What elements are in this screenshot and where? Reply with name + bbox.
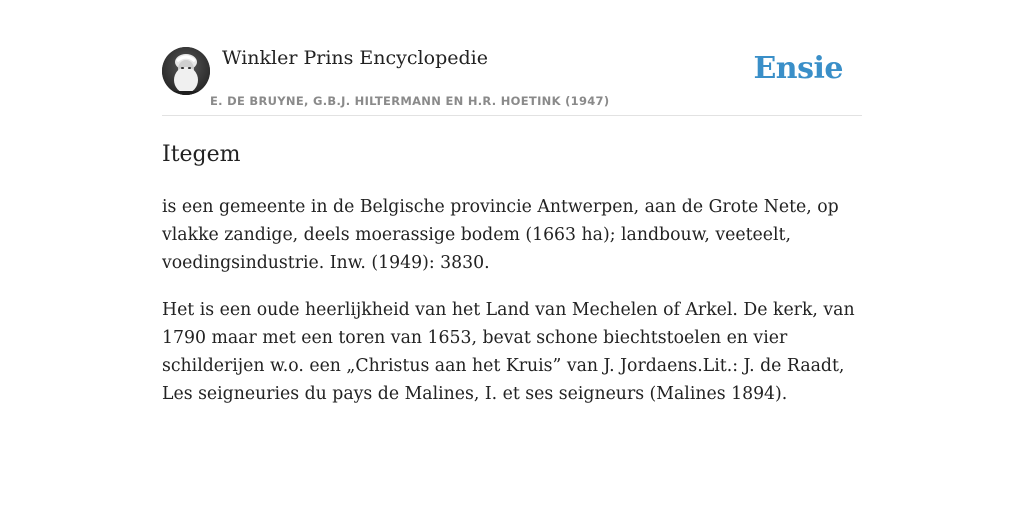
article-paragraph: Het is een oude heerlijkheid van het Land van Mechelen of Arkel. De kerk, van 1790 maar met een toren van 1653, bevat schone biechtstoelen en vier schilderijen w.o. een „Christus aan het Kruis” van J. Jordaens.Lit.: J. de Raadt, Les seigneuries du pays de Malines, I. et ses seigneurs (Malines 1894). bbox=[162, 300, 855, 404]
portrait-avatar-icon[interactable] bbox=[162, 47, 210, 95]
article-paragraph: is een gemeente in de Belgische provincie Antwerpen, aan de Grote Nete, op vlakke zandige, deels moerassige bodem (1663 ha); landbouw, veeteelt, voedingsindustrie. Inw. (1949): 3830. bbox=[162, 197, 839, 273]
article bbox=[162, 140, 862, 408]
page bbox=[162, 0, 862, 408]
site-title[interactable]: Winkler Prins Encyclopedie bbox=[222, 47, 488, 69]
ensie-logo-link[interactable]: Ensie bbox=[753, 51, 843, 86]
article-title: Itegem bbox=[162, 142, 241, 167]
header bbox=[162, 0, 862, 116]
authors-byline: E. DE BRUYNE, G.B.J. HILTERMANN EN H.R. HOETINK (1947) bbox=[210, 94, 610, 108]
portrait-image bbox=[162, 47, 210, 95]
